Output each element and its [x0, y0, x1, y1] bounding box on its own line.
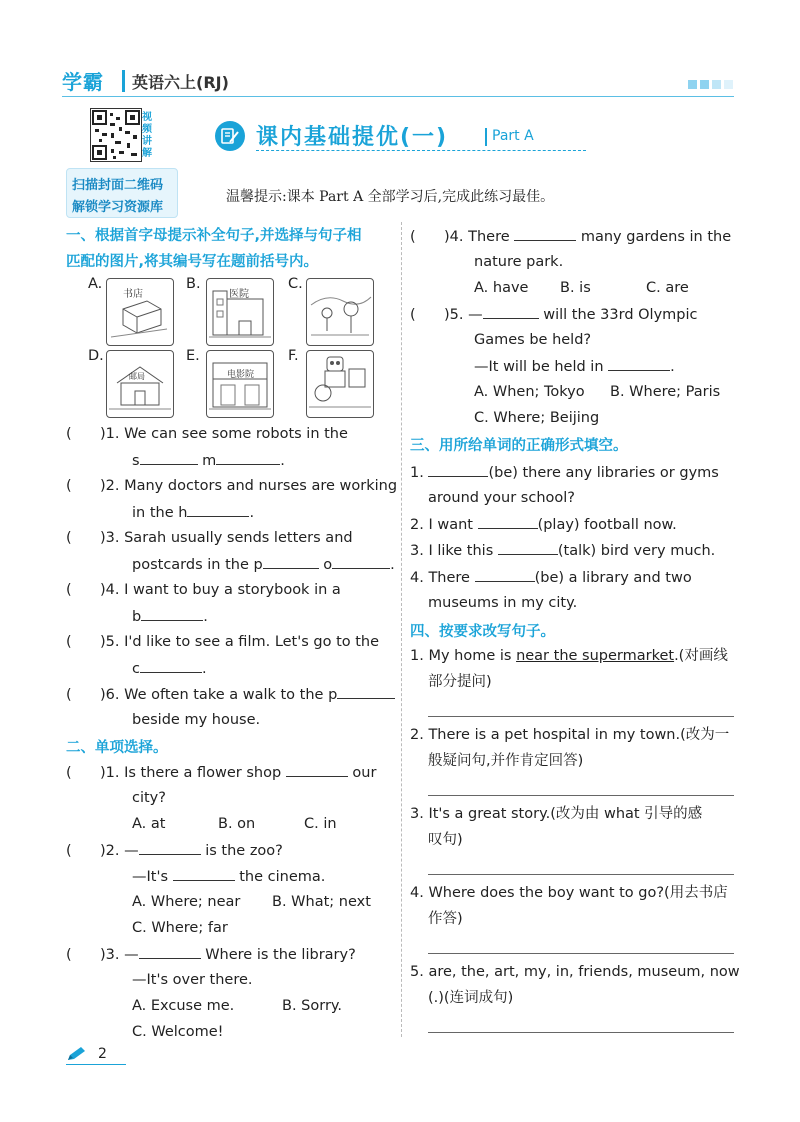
post-office-picture: [106, 350, 174, 418]
video-explain-label: 视频讲解: [142, 112, 152, 159]
picture-label: A.: [88, 276, 103, 292]
title-underline: [256, 150, 586, 151]
park-picture: [306, 278, 374, 346]
answer-bracket[interactable]: (: [66, 478, 72, 494]
answer-bracket[interactable]: (: [410, 307, 416, 323]
hospital-picture: [206, 278, 274, 346]
logo-divider: [122, 70, 125, 92]
option-b[interactable]: B. Where; Paris: [610, 384, 721, 400]
question-3-2: 2. I want (play) football now.: [410, 514, 677, 535]
answer-blank[interactable]: [475, 567, 535, 582]
option-b[interactable]: B. on: [218, 816, 256, 832]
answer-bracket[interactable]: (: [66, 530, 72, 546]
question-2-1-options: [132, 814, 337, 834]
question-2-2: ( )2. — is the zoo?: [66, 840, 283, 861]
question-4-4: 4. Where does the boy want to go?(用去书店: [410, 885, 728, 901]
section-3-heading: 三、用所给单词的正确形式填空。: [410, 438, 628, 454]
question-1-3: ( )3. Sarah usually sends letters and: [66, 530, 353, 546]
scan-qr-text: 扫描封面二维码: [72, 178, 164, 193]
section-4-heading: 四、按要求改写句子。: [410, 624, 555, 640]
answer-blank[interactable]: [216, 450, 280, 465]
science-museum-picture: [306, 350, 374, 418]
page-number: 2: [98, 1046, 107, 1062]
answer-bracket[interactable]: (: [66, 426, 72, 442]
picture-label: E.: [186, 348, 200, 364]
header-square: [712, 80, 721, 89]
question-2-2-reply: —It's the cinema.: [132, 866, 325, 887]
question-2-3: ( )3. — Where is the library?: [66, 944, 356, 965]
picture-caption: 邮局: [129, 372, 145, 381]
question-4-5-cont: (.)(连词成句): [428, 990, 514, 1006]
question-1-5-cont: c .: [132, 658, 207, 679]
option-c[interactable]: C. Where; Beijing: [474, 410, 600, 426]
lesson-title: 课内基础提优(一): [256, 125, 449, 150]
answer-blank[interactable]: [141, 606, 203, 621]
question-1-2-cont: in the h .: [132, 502, 254, 523]
answer-bracket[interactable]: (: [410, 229, 416, 245]
picture-caption: 电影院: [227, 370, 255, 380]
section-1-heading-cont: 匹配的图片,将其编号写在题前括号内。: [66, 254, 319, 270]
question-1-1-cont: s m .: [132, 450, 285, 471]
question-1-1: ( )1. We can see some robots in the: [66, 426, 348, 442]
cinema-picture: [206, 350, 274, 418]
question-1-3-cont: postcards in the p o .: [132, 554, 395, 575]
option-c[interactable]: C. are: [646, 280, 689, 296]
header-rule: [62, 96, 734, 97]
question-1-4: ( )4. I want to buy a storybook in a: [66, 582, 341, 598]
question-2-4-options: [474, 278, 689, 298]
column-divider: [401, 222, 402, 1037]
question-4-5: 5. are, the, art, my, in, friends, museum, now: [410, 964, 740, 980]
question-4-2-cont: 般疑问句,并作肯定回答): [428, 753, 584, 769]
question-4-2: 2. There is a pet hospital in my town.(改为一: [410, 727, 730, 743]
pencil-icon: [66, 1046, 88, 1066]
question-2-3-reply: —It's over there.: [132, 972, 253, 988]
answer-blank[interactable]: [139, 840, 201, 855]
picture-label: D.: [88, 348, 104, 364]
answer-line[interactable]: [428, 953, 734, 954]
question-4-4-cont: 作答): [428, 911, 463, 927]
option-a[interactable]: A. Where; near: [132, 894, 241, 910]
picture-caption: 医院: [229, 289, 249, 300]
question-2-5-reply: —It will be held in .: [474, 356, 675, 377]
answer-blank[interactable]: [428, 462, 488, 477]
answer-blank[interactable]: [478, 514, 538, 529]
question-2-4: ( )4. There many gardens in the: [410, 226, 731, 247]
question-2-3-options: [132, 996, 342, 1016]
option-a[interactable]: A. have: [474, 280, 529, 296]
answer-blank[interactable]: [173, 866, 235, 881]
question-3-1: 1. (be) there any libraries or gyms: [410, 462, 719, 483]
answer-bracket[interactable]: (: [66, 765, 72, 781]
option-c[interactable]: C. Welcome!: [132, 1024, 224, 1040]
question-1-4-cont: b .: [132, 606, 208, 627]
question-2-1: ( )1. Is there a flower shop our: [66, 762, 376, 783]
question-1-5: ( )5. I'd like to see a film. Let's go to the: [66, 634, 380, 650]
answer-blank[interactable]: [608, 356, 670, 371]
answer-line[interactable]: [428, 1032, 734, 1033]
notebook-pencil-icon: [215, 121, 245, 151]
answer-blank[interactable]: [483, 304, 539, 319]
bookstore-picture: [106, 278, 174, 346]
option-a[interactable]: A. When; Tokyo: [474, 384, 585, 400]
question-2-4-cont: nature park.: [474, 254, 564, 270]
answer-bracket[interactable]: (: [66, 947, 72, 963]
answer-blank[interactable]: [337, 684, 395, 699]
question-2-1-cont: city?: [132, 790, 166, 806]
answer-bracket[interactable]: (: [66, 687, 72, 703]
section-1-heading: 一、根据首字母提示补全句子,并选择与句子相: [66, 228, 362, 244]
unlock-resources-text: 解锁学习资源库: [72, 200, 164, 215]
answer-bracket[interactable]: (: [66, 582, 72, 598]
section-2-heading: 二、单项选择。: [66, 740, 168, 756]
question-4-3-cont: 叹句): [428, 832, 463, 848]
question-4-1-cont: 部分提问): [428, 674, 492, 690]
title-separator: [485, 128, 487, 146]
answer-blank[interactable]: [514, 226, 576, 241]
underlined-phrase: near the supermarket: [516, 648, 675, 664]
answer-blank[interactable]: [332, 554, 390, 569]
answer-line[interactable]: [428, 874, 734, 875]
picture-label: B.: [186, 276, 201, 292]
answer-line[interactable]: [428, 716, 734, 717]
answer-bracket[interactable]: (: [66, 634, 72, 650]
question-1-6-cont: beside my house.: [132, 712, 261, 728]
option-c[interactable]: C. in: [304, 816, 337, 832]
question-2-2-options: [132, 892, 371, 912]
question-2-5-cont: Games be held?: [474, 332, 592, 348]
answer-blank[interactable]: [187, 502, 249, 517]
option-a[interactable]: A. at: [132, 816, 166, 832]
header-square: [700, 80, 709, 89]
answer-line[interactable]: [428, 795, 734, 796]
question-1-6: ( )6. We often take a walk to the p: [66, 684, 395, 705]
option-b[interactable]: B. is: [560, 280, 591, 296]
question-3-1-cont: around your school?: [428, 490, 575, 506]
study-tip: 温馨提示:课本 Part A 全部学习后,完成此练习最佳。: [226, 189, 555, 205]
picture-label: C.: [288, 276, 303, 292]
book-title: 英语六上(RJ): [132, 73, 229, 92]
question-2-5: ( )5. — will the 33rd Olympic: [410, 304, 698, 325]
question-3-4: 4. There (be) a library and two: [410, 567, 692, 588]
question-1-2: ( )2. Many doctors and nurses are working: [66, 478, 398, 494]
header-square: [724, 80, 733, 89]
picture-label: F.: [288, 348, 299, 364]
option-b[interactable]: B. Sorry.: [282, 998, 343, 1014]
question-3-3: 3. I like this (talk) bird very much.: [410, 540, 715, 561]
answer-bracket[interactable]: (: [66, 843, 72, 859]
answer-blank[interactable]: [498, 540, 558, 555]
answer-blank[interactable]: [263, 554, 319, 569]
qr-code-icon[interactable]: [90, 108, 142, 162]
header-square: [688, 80, 697, 89]
answer-blank[interactable]: [139, 944, 201, 959]
question-3-4-cont: museums in my city.: [428, 595, 578, 611]
answer-blank[interactable]: [140, 658, 202, 673]
option-a[interactable]: A. Excuse me.: [132, 998, 235, 1014]
question-4-3: 3. It's a great story.(改为由 what 引导的感: [410, 806, 703, 822]
question-4-1: 1. My home is near the supermarket.(对画线: [410, 648, 728, 664]
part-label: Part A: [492, 128, 534, 144]
footer-rule: [66, 1064, 126, 1065]
option-b[interactable]: B. What; next: [272, 894, 371, 910]
brand-logo: 学霸: [62, 70, 104, 94]
picture-caption: 书店: [123, 289, 143, 300]
question-2-5-options: [474, 382, 720, 402]
answer-blank[interactable]: [140, 450, 198, 465]
option-c[interactable]: C. Where; far: [132, 920, 228, 936]
answer-blank[interactable]: [286, 762, 348, 777]
